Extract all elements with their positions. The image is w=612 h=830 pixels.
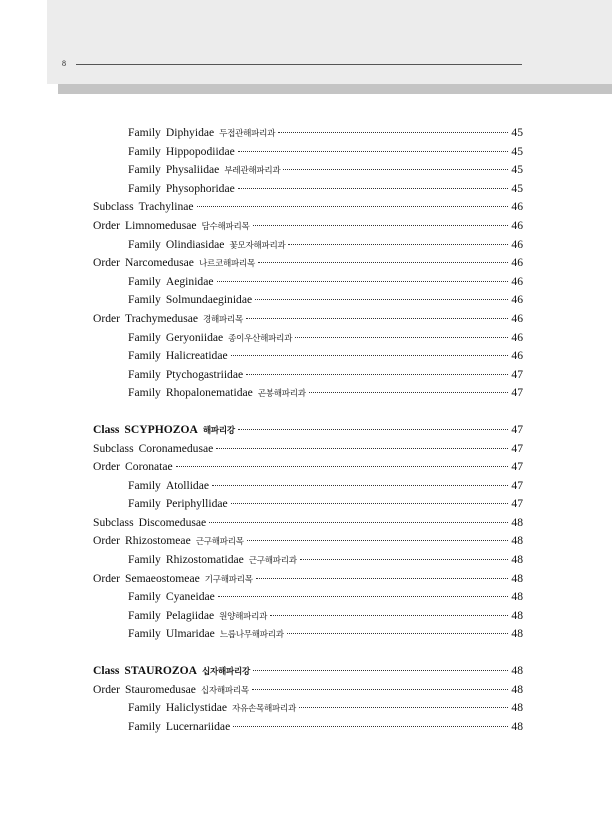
toc-page-number: 45 [511, 126, 523, 139]
toc-page-number: 48 [511, 682, 523, 696]
toc-page-number: 47 [511, 478, 523, 492]
toc-entry-label [128, 291, 252, 310]
toc-entry[interactable] [93, 458, 523, 477]
dot-leader [217, 280, 508, 282]
korean-name: 담수해파리목 [201, 221, 250, 232]
toc-entry-label [128, 180, 235, 199]
toc-entry-label [128, 384, 306, 404]
taxon-rank: Family [128, 293, 161, 307]
korean-name: 자유손목해파리과 [232, 704, 297, 715]
dot-leader [278, 131, 508, 133]
dot-leader [287, 632, 508, 634]
toc-entry-label [128, 495, 228, 514]
dot-leader [247, 539, 508, 541]
dot-leader [255, 298, 508, 300]
toc-entry-label [128, 273, 214, 292]
table-of-contents [93, 124, 523, 736]
korean-name: 곤봉해파리과 [257, 389, 306, 400]
taxon-name: Geryoniidae [165, 330, 224, 344]
taxon-name: Periphyllidae [165, 497, 228, 511]
taxon-name: Narcomedusae [125, 256, 194, 270]
toc-entry[interactable] [128, 161, 523, 180]
toc-entry-label [93, 681, 249, 701]
korean-name: 꽃모자해파리과 [229, 240, 286, 251]
taxon-name: Solmundaeginidae [165, 293, 253, 307]
toc-entry[interactable] [93, 421, 523, 440]
toc-entry-label [128, 607, 267, 627]
toc-page-number: 48 [511, 571, 523, 585]
toc-entry-label [93, 458, 173, 477]
toc-entry-label [93, 532, 244, 552]
taxon-name: Cyaneidae [165, 590, 215, 604]
korean-name: 근구해파리목 [195, 537, 244, 548]
taxon-rank: Family [128, 163, 161, 177]
toc-entry-label [128, 366, 243, 385]
dot-leader [231, 502, 508, 504]
toc-page-number: 47 [511, 441, 523, 455]
toc-page-number: 45 [511, 181, 523, 195]
toc-entry[interactable] [93, 514, 523, 533]
toc-page-number: 48 [511, 515, 523, 529]
taxon-name: Atollidae [165, 478, 210, 492]
toc-page-number: 46 [511, 256, 523, 270]
toc-page-number: 47 [511, 497, 523, 511]
taxon-rank: Order [93, 571, 121, 585]
taxon-rank: Family [128, 497, 161, 511]
taxon-name: Olindiasidae [165, 237, 225, 251]
toc-page-number: 48 [511, 608, 523, 622]
toc-page-number: 48 [511, 627, 523, 641]
taxon-rank: Order [93, 460, 121, 474]
dot-leader [238, 187, 508, 189]
taxon-rank: Family [128, 701, 161, 715]
dot-leader [233, 725, 508, 727]
korean-name: 근구해파리과 [248, 556, 297, 567]
toc-entry[interactable] [93, 254, 523, 273]
taxon-name: Haliclystidae [165, 701, 228, 715]
toc-page-number: 47 [511, 386, 523, 400]
header-shadow [58, 84, 612, 94]
toc-entry[interactable] [128, 180, 523, 199]
dot-leader [252, 688, 508, 690]
page-number: 8 [62, 59, 66, 68]
dot-leader [216, 447, 508, 449]
taxon-name: Coronatae [125, 460, 173, 474]
korean-name: 종이우산해파리과 [228, 333, 293, 344]
toc-entry-label [93, 217, 250, 237]
taxon-rank: Order [93, 218, 121, 232]
taxon-name: Halicreatidae [165, 349, 228, 363]
toc-entry[interactable] [128, 366, 523, 385]
toc-page-number: 46 [511, 274, 523, 288]
toc-page-number: 45 [511, 144, 523, 158]
taxon-name: STAUROZOA [124, 664, 198, 678]
korean-name: 경해파리목 [203, 314, 244, 325]
toc-entry-label [93, 310, 243, 330]
korean-name: 기구해파리목 [204, 574, 253, 585]
toc-entry-label [93, 440, 213, 459]
dot-leader [218, 595, 508, 597]
dot-leader [246, 317, 508, 319]
taxon-name: Lucernariidae [165, 719, 231, 733]
toc-entry[interactable] [93, 198, 523, 217]
korean-name: 해파리강 [202, 425, 235, 436]
taxon-name: Coronamedusae [138, 441, 214, 455]
toc-entry-label [93, 421, 235, 441]
taxon-rank: Family [128, 719, 161, 733]
toc-entry-label [93, 514, 206, 533]
taxon-rank: Family [128, 590, 161, 604]
dot-leader [209, 521, 508, 523]
taxon-rank: Family [128, 144, 161, 158]
taxon-name: Discomedusae [138, 515, 207, 529]
header-rule [76, 64, 522, 65]
dot-leader [309, 391, 508, 393]
toc-entry-label [128, 347, 228, 366]
toc-entry-label [128, 143, 235, 162]
taxon-name: Diphyidae [165, 126, 215, 139]
toc-entry[interactable] [128, 347, 523, 366]
toc-entry[interactable] [93, 532, 523, 551]
dot-leader [256, 577, 508, 579]
toc-entry[interactable] [93, 570, 523, 589]
toc-entry-label [128, 551, 297, 571]
taxon-rank: Family [128, 349, 161, 363]
taxon-name: Rhopalonematidae [165, 386, 253, 400]
toc-entry[interactable] [128, 384, 523, 403]
taxon-rank: Family [128, 367, 161, 381]
toc-entry[interactable] [128, 718, 523, 737]
taxon-name: Aeginidae [165, 274, 214, 288]
taxon-name: Ptychogastriidae [165, 367, 244, 381]
toc-page-number: 48 [511, 664, 523, 678]
taxon-name: Trachylinae [138, 200, 194, 214]
taxon-rank: Family [128, 237, 161, 251]
toc-page-number: 46 [511, 349, 523, 363]
toc-page-number: 48 [511, 719, 523, 733]
toc-entry[interactable] [128, 236, 523, 255]
toc-page-number: 47 [511, 367, 523, 381]
dot-leader [295, 336, 508, 338]
toc-page-number: 46 [511, 218, 523, 232]
taxon-rank: Class [93, 664, 120, 678]
dot-leader [246, 373, 508, 375]
dot-leader [212, 484, 508, 486]
toc-entry[interactable] [128, 124, 523, 143]
taxon-name: Ulmaridae [165, 627, 215, 641]
taxon-rank: Family [128, 126, 161, 139]
taxon-rank: Family [128, 386, 161, 400]
dot-leader [288, 243, 508, 245]
toc-entry-label [128, 329, 292, 349]
taxon-name: Pelagiidae [165, 608, 215, 622]
korean-name: 부레관해파리과 [224, 166, 281, 177]
taxon-rank: Order [93, 311, 121, 325]
toc-entry[interactable] [93, 440, 523, 459]
taxon-name: Limnomedusae [125, 218, 197, 232]
dot-leader [176, 465, 508, 467]
toc-entry-label [128, 588, 215, 607]
toc-entry-label [128, 161, 280, 181]
toc-page-number: 48 [511, 534, 523, 548]
toc-page-number: 46 [511, 200, 523, 214]
toc-page-number: 46 [511, 237, 523, 251]
dot-leader [299, 706, 508, 708]
taxon-rank: Order [93, 534, 121, 548]
taxon-name: Hippopodiidae [165, 144, 235, 158]
toc-entry-label [93, 254, 255, 274]
taxon-name: Physophoridae [165, 181, 235, 195]
toc-entry[interactable] [128, 625, 523, 644]
dot-leader [231, 354, 508, 356]
korean-name: 원양해파리과 [219, 611, 268, 622]
taxon-rank: Family [128, 608, 161, 622]
toc-entry[interactable] [128, 477, 523, 496]
toc-entry[interactable] [128, 291, 523, 310]
dot-leader [270, 614, 508, 616]
toc-entry-label [128, 477, 209, 496]
taxon-rank: Family [128, 478, 161, 492]
toc-entry[interactable] [128, 495, 523, 514]
taxon-name: Rhizostomatidae [165, 553, 244, 567]
korean-name: 느릅나무해파리과 [219, 630, 284, 641]
toc-entry[interactable] [128, 273, 523, 292]
toc-page-number: 46 [511, 293, 523, 307]
toc-page-number: 48 [511, 590, 523, 604]
taxon-rank: Family [128, 181, 161, 195]
korean-name: 나르코해파리목 [198, 259, 255, 270]
toc-page-number: 46 [511, 330, 523, 344]
taxon-rank: Family [128, 553, 161, 567]
dot-leader [283, 168, 508, 170]
toc-entry[interactable] [128, 588, 523, 607]
taxon-rank: Subclass [93, 441, 134, 455]
toc-entry[interactable] [93, 681, 523, 700]
dot-leader [258, 261, 508, 263]
toc-entry-label [93, 662, 250, 682]
toc-entry[interactable] [128, 551, 523, 570]
toc-page-number: 48 [511, 553, 523, 567]
taxon-name: Trachymedusae [125, 311, 199, 325]
taxon-rank: Subclass [93, 515, 134, 529]
toc-entry-label [128, 718, 230, 737]
toc-entry-label [128, 236, 285, 256]
toc-entry-label [93, 570, 253, 590]
toc-entry[interactable] [128, 329, 523, 348]
taxon-name: Semaeostomeae [125, 571, 200, 585]
taxon-rank: Order [93, 682, 121, 696]
taxon-rank: Order [93, 256, 121, 270]
taxon-rank: Family [128, 274, 161, 288]
toc-entry[interactable] [128, 607, 523, 626]
toc-entry[interactable] [128, 143, 523, 162]
toc-entry-label [128, 625, 284, 645]
toc-page-number: 48 [511, 701, 523, 715]
korean-name: 두접관해파리과 [219, 129, 276, 139]
taxon-name: Rhizostomeae [125, 534, 191, 548]
dot-leader [238, 428, 508, 430]
taxon-rank: Family [128, 330, 161, 344]
header-band [47, 0, 612, 84]
toc-entry[interactable] [93, 662, 523, 681]
toc-entry[interactable] [93, 310, 523, 329]
dot-leader [197, 205, 508, 207]
taxon-rank: Class [93, 422, 120, 436]
toc-entry[interactable] [128, 699, 523, 718]
toc-entry-label [128, 124, 275, 144]
toc-page-number: 46 [511, 311, 523, 325]
toc-entry[interactable] [93, 217, 523, 236]
taxon-rank: Subclass [93, 200, 134, 214]
korean-name: 십자해파리목 [200, 685, 249, 696]
taxon-name: SCYPHOZOA [124, 422, 198, 436]
toc-page-number: 47 [511, 460, 523, 474]
toc-entry-label [128, 699, 296, 719]
dot-leader [253, 669, 508, 671]
taxon-rank: Family [128, 627, 161, 641]
taxon-name: Stauromedusae [125, 682, 196, 696]
toc-page-number: 45 [511, 163, 523, 177]
korean-name: 십자해파리강 [202, 667, 251, 678]
dot-leader [238, 150, 508, 152]
toc-entry-label [93, 198, 194, 217]
dot-leader [300, 558, 508, 560]
toc-page-number: 47 [511, 422, 523, 436]
dot-leader [253, 224, 508, 226]
taxon-name: Physaliidae [165, 163, 220, 177]
